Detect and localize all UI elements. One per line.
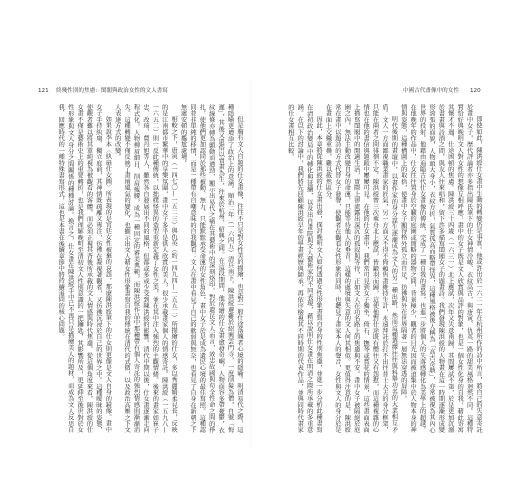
right-page-body: [258, 104, 483, 433]
left-page-body: [30, 104, 244, 433]
book-gutter: [250, 80, 252, 450]
left-paragraph: 如果說李本〈紈扇仕女圖〉所表現的是宮廷女性被棄的哀怨，那麼陳洪綬筆下的仕女則更像是文人自身的鏡像。畫中女子手持紈扇、獨立庭前，其神情既疏離又專注，彷彿在凝視著觀者，又彷彿沉浸於自己的世界之中。這種曖昧的姿態，使觀者難以將其單純視為被觀看的客體，而必須正視其背後所承載的文人情感與時代焦慮。從這個角度來看，陳洪綬的仕女畫不僅是藝術史上的重要轉折，也是我們理解晚明至清初文人性別意識的一把鑰匙，其影響所及，更延伸至後世對於女性形象與文人身分之間關係的種種討論。換言之，仕女畫在陳洪綬手中已不再只是描繪美人的題材，而成為文人反思自我、回應時代的一種特殊書寫形式，這也是本書在後續章節中將持續追問的核心問題。: [57, 104, 112, 433]
right-running-head: 中國古代畫像中的女性: [403, 88, 459, 94]
right-paragraph: 即使如此，陳洪綬仕女畫中生動的轉變仍是事實。他或許出於一六二一年在杭州所作的詩中所言，將自己的失意寄託於畫中女子，歷代評論者亦多指出陳氏筆下的仕女神情冷峻、衣紋高古，與唐寅、仇英一路的甜美風格迥然不同。這種特質恰好與晚明文人對女性的想像互相呼應：畫中的女子既是文人欣賞與品評的對象，也是一個女性化身的自我，藉此寄寓其懷才不遇、仕途困頓的焦慮。陳洪綬三十四歲（一六三一）北上應試，次年又失意南歸，其間屢試不第，於是更加沉溺於書畫與詩酒之間，與友人往來唱和，留下許多描寫閨閣女子的題畫詩。我們發現陳洪綬的人物畫在這一時期逐漸形成變形誇張的面貌，人物頭大身小，衣紋方折，氣質孤高而略帶怪異，這種風格被後人稱為「高古奇駭」，亦常被視為其內心世界的投射。他藉由追隨古代仕女畫像的傳統，完成了一種自我的書寫，也進一步將個人的失落感轉化為美學上的超越。在他晚年的作品中，仕女往往置身於空曠的庭園或簡略的器物之間，背景極少，觀者的目光因而被迫集中於人物本身的神情與姿態，這種構圖上的取捨，使畫中女子顯得格外孤立而自足，彷彿與外在世界隔著一層無法穿透的屏障。: [399, 104, 482, 433]
left-running-head: 終殘性別的焦慮：閨閣與政治女性的文人書寫: [56, 88, 168, 94]
left-paragraph: 但是胸有文人自題的仕女畫像，往往不只是對女性美的描繪，也是對一般仕途落魄者心境的隱喻。明清易代之際，這種隱喻更增添了政治上的意涵。順治二年（一六四五）清兵南下，陳洪綬避難於紹興雲門寺，一度削髮為僧，自號「悔遲」，其後又還俗以賣畫為生，往來於杭州、紹興之間。在這段期間，他所繪的仕女畫愈發奇崛，人物面容多帶憂鬱，衣紋線條亦轉為顫動而遒勁，顯示出易代之痛在其藝術中的深刻烙印。對於遺民文人而言，效忠故國與苟全性命之間的掙扎，使他們更加認同於那些被動、無力、只能默默承受命運的女性角色，畫中女子於是成為遺民心境的最佳寫照。這種認同並非單純的移情，而是一種帶有自嘲意味的自我觀看：文人在畫中看見了自己的軟弱與無奈，也看見了自身在新朝之下無處安頓的尷尬處境。: [179, 104, 243, 433]
left-page-number: 121: [38, 88, 49, 94]
right-paragraph: 明代後期的畫壇中，以畫作家的身分謀生逐漸成為文人的另一種出路，然而這種選擇往往與科舉功名的大業相互矛盾。文人一方面鄙視職業畫家的匠氣，另一方面又不得不倚賴售畫維持生計，永遠拜託於打不出往昔士大夫的身分框架，只能在兩者之間徘徊不定。陳洪綬曾三次乘舟北上應試，皆鎩羽而歸，這使他對仕途既有嚮往又有怨懟，而這種複雜的心情也在他的書信與題跋中屢屢可見。在他的仕女畫中，我們常可見到女子獨坐、倚石、撫琴或賞花的情景，這些畫面表面上描寫閨閣中的閒適生活，實際上卻流露出深沉的孤寂與等待，正如文人在功名路上的焦慮與不安。畫中女子被隔絕於庭園之內，無法主動改變自身的命運，只能等待他人的垂青，這樣的處境與失意的文人何其相似。更值得注意的是，陳洪綬常在畫中以題詩的方式代替女子發聲，使觀者在觀看女性形象的同時，也聽見了畫家本人的聲音，女性與文人的身分於是在畫面上交織重疊，難以截然區分。: [324, 104, 398, 433]
right-paragraph: 因此，本章將從陳洪綬的仕女畫出發，探討晚明文人如何透過女性形象書寫自身的性別焦慮，並進一步分析此種書寫在清初政治變局中的轉化與延續，以及出自畫院與文人藝術家的不同表現，藉以說明仕女畫在明清之際所承載的多重意涵。在以下的討論中，我們將先回顧陳洪綬早年的學畫經歷與師承，再依序檢視其不同時期的代表作品，並與同時代畫家的仕女畫相互比較。: [286, 104, 323, 433]
right-page-number: 120: [470, 88, 481, 94]
left-paragraph: 相較之下，唐寅（一四七〇—一五二三）與仇英（約一四九四—一五五二）所描繪的仕女，多以秀麗嬌柔見長，反映的是江南都市繁華中的享樂氛圍，畫中女子多半是供人欣賞的美人，很少承載畫家個人的情感寄託。陳洪綬（一五九八—一六五二）則一反此種傳統，以拙樸怪異的造型重新定義了女性之美，並在其中注入強烈的主觀情緒。後來的畫家如崔子忠、改琦、費丹旭等人，雖然各自發展出不同的風格，但都或多或少受到陳洪綬的影響。清代中期以後，仕女畫逐漸走向程式化，人物柳眉細目、削肩瘦腰，成為一種固定的審美典範，而陳洪綬作品中那種帶有個人寄託的強烈情感則漸漸消失。這種轉變不僅反映了畫壇風氣的變化，也顯示出文人藉女性形象書寫自我的傳統在清代的式微，以及政治高壓之下文人表達方式的改變。: [113, 104, 178, 433]
